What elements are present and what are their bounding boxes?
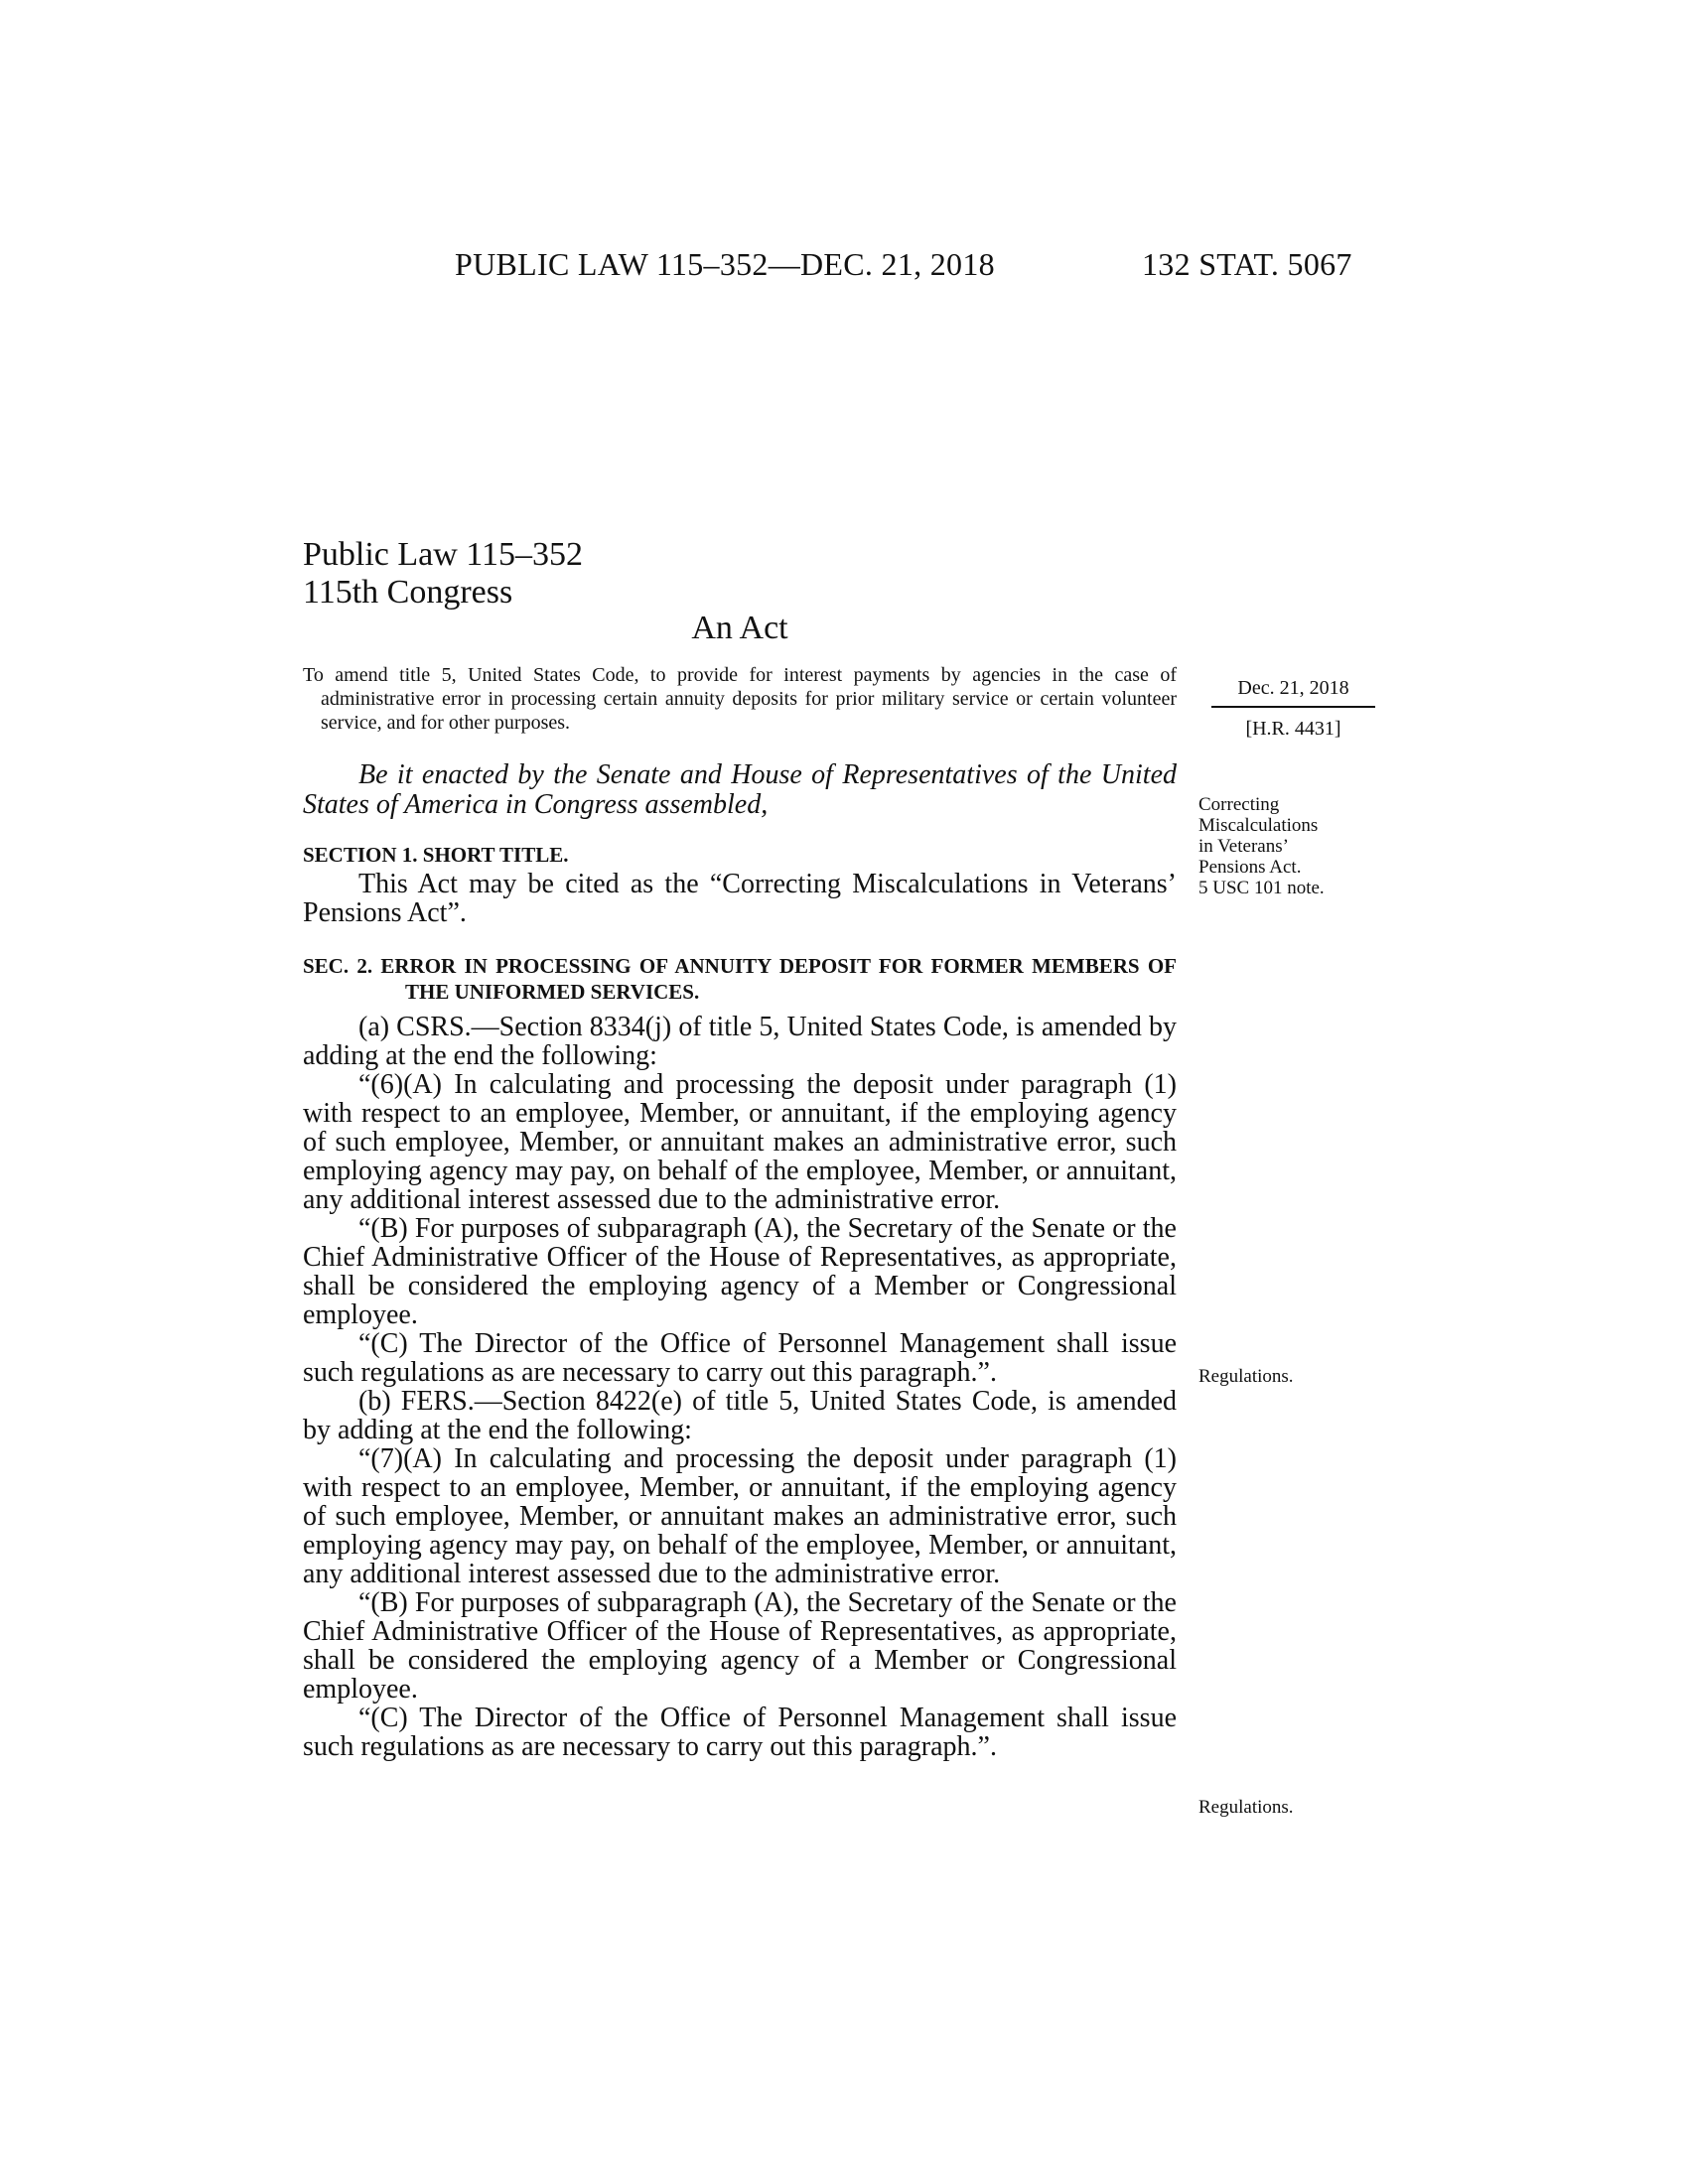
- act-title: An Act: [691, 610, 788, 646]
- public-law-number: Public Law 115–352: [303, 536, 584, 573]
- csrs-subparagraph-a: “(6)(A) In calculating and processing the deposit under paragraph (1) with respect to an employee, Member, or annuitant, if the employing agency of such employee, Member, or annuitant makes an administrative error, such employing agency may pay, on behalf of the employee, Member, or annuitant, any additional interest assessed due to the administrative error.: [303, 1069, 1177, 1215]
- section-1-text: [303, 870, 1177, 927]
- regulations-margin-note-2: Regulations.: [1198, 1797, 1294, 1818]
- bill-number: [H.R. 4431]: [1245, 718, 1341, 740]
- section-1-paragraph: This Act may be cited as the “Correcting Miscalculations in Veterans’ Pensions Act”.: [303, 869, 1177, 928]
- fers-subparagraph-c: “(C) The Director of the Office of Personnel Management shall issue such regulations as are necessary to carry out this paragraph.”.: [303, 1703, 1177, 1762]
- fers-subparagraph-a: “(7)(A) In calculating and processing the deposit under paragraph (1) with respect to an employee, Member, or annuitant, if the employing agency of such employee, Member, or annuitant makes an administrative error, such employing agency may pay, on behalf of the employee, Member, or annuitant, any additional interest assessed due to the administrative error.: [303, 1443, 1177, 1589]
- csrs-subparagraph-c: “(C) The Director of the Office of Personnel Management shall issue such regulations as are necessary to carry out this paragraph.”.: [303, 1328, 1177, 1388]
- short-title-margin-note: [1198, 794, 1325, 898]
- enactment-date: Dec. 21, 2018: [1237, 677, 1349, 699]
- regulations-margin-note-1: Regulations.: [1198, 1366, 1294, 1387]
- margin-note-line: in Veterans’: [1198, 836, 1289, 857]
- csrs-subparagraph-b: “(B) For purposes of subparagraph (A), the Secretary of the Senate or the Chief Administrative Officer of the House of Representatives, as appropriate, shall be considered the employing agency of a Member or Congressional employee.: [303, 1213, 1177, 1330]
- section-2-body: [303, 1013, 1177, 1761]
- page-stat-number: 132 STAT. 5067: [1142, 246, 1352, 282]
- enacting-clause: Be it enacted by the Senate and House of Representatives of the United States of America in Congress assembled,: [303, 759, 1177, 820]
- subsection-b: (b) FERS.—Section 8422(e) of title 5, United States Code, is amended by adding at the end the following:: [303, 1386, 1177, 1445]
- margin-note-line: Miscalculations: [1198, 815, 1319, 836]
- law-identification: [303, 536, 583, 612]
- fers-subparagraph-b: “(B) For purposes of subparagraph (A), the Secretary of the Senate or the Chief Administrative Officer of the House of Representatives, as appropriate, shall be considered the employing agency of a Member or Congressional employee.: [303, 1587, 1177, 1705]
- margin-note-line: 5 USC 101 note.: [1198, 878, 1325, 898]
- congress-number: 115th Congress: [303, 574, 513, 611]
- running-header-left: PUBLIC LAW 115–352—DEC. 21, 2018: [455, 246, 995, 282]
- margin-note-line: Pensions Act.: [1198, 857, 1302, 878]
- date-divider: [1211, 706, 1375, 708]
- section-1-heading: SECTION 1. SHORT TITLE.: [303, 843, 569, 867]
- section-2-heading: SEC. 2. ERROR IN PROCESSING OF ANNUITY DEPOSIT FOR FORMER MEMBERS OF THE UNIFORMED SERVICES.: [303, 954, 1177, 1004]
- subsection-a: (a) CSRS.—Section 8334(j) of title 5, United States Code, is amended by adding at the end the following:: [303, 1012, 1177, 1071]
- purpose-statement: To amend title 5, United States Code, to provide for interest payments by agencies in the case of administrative error in processing certain annuity deposits for prior military service or certain volunteer service, and for other purposes.: [303, 664, 1177, 734]
- enactment-date-box: [1211, 677, 1375, 741]
- margin-note-line: Correcting: [1198, 794, 1280, 815]
